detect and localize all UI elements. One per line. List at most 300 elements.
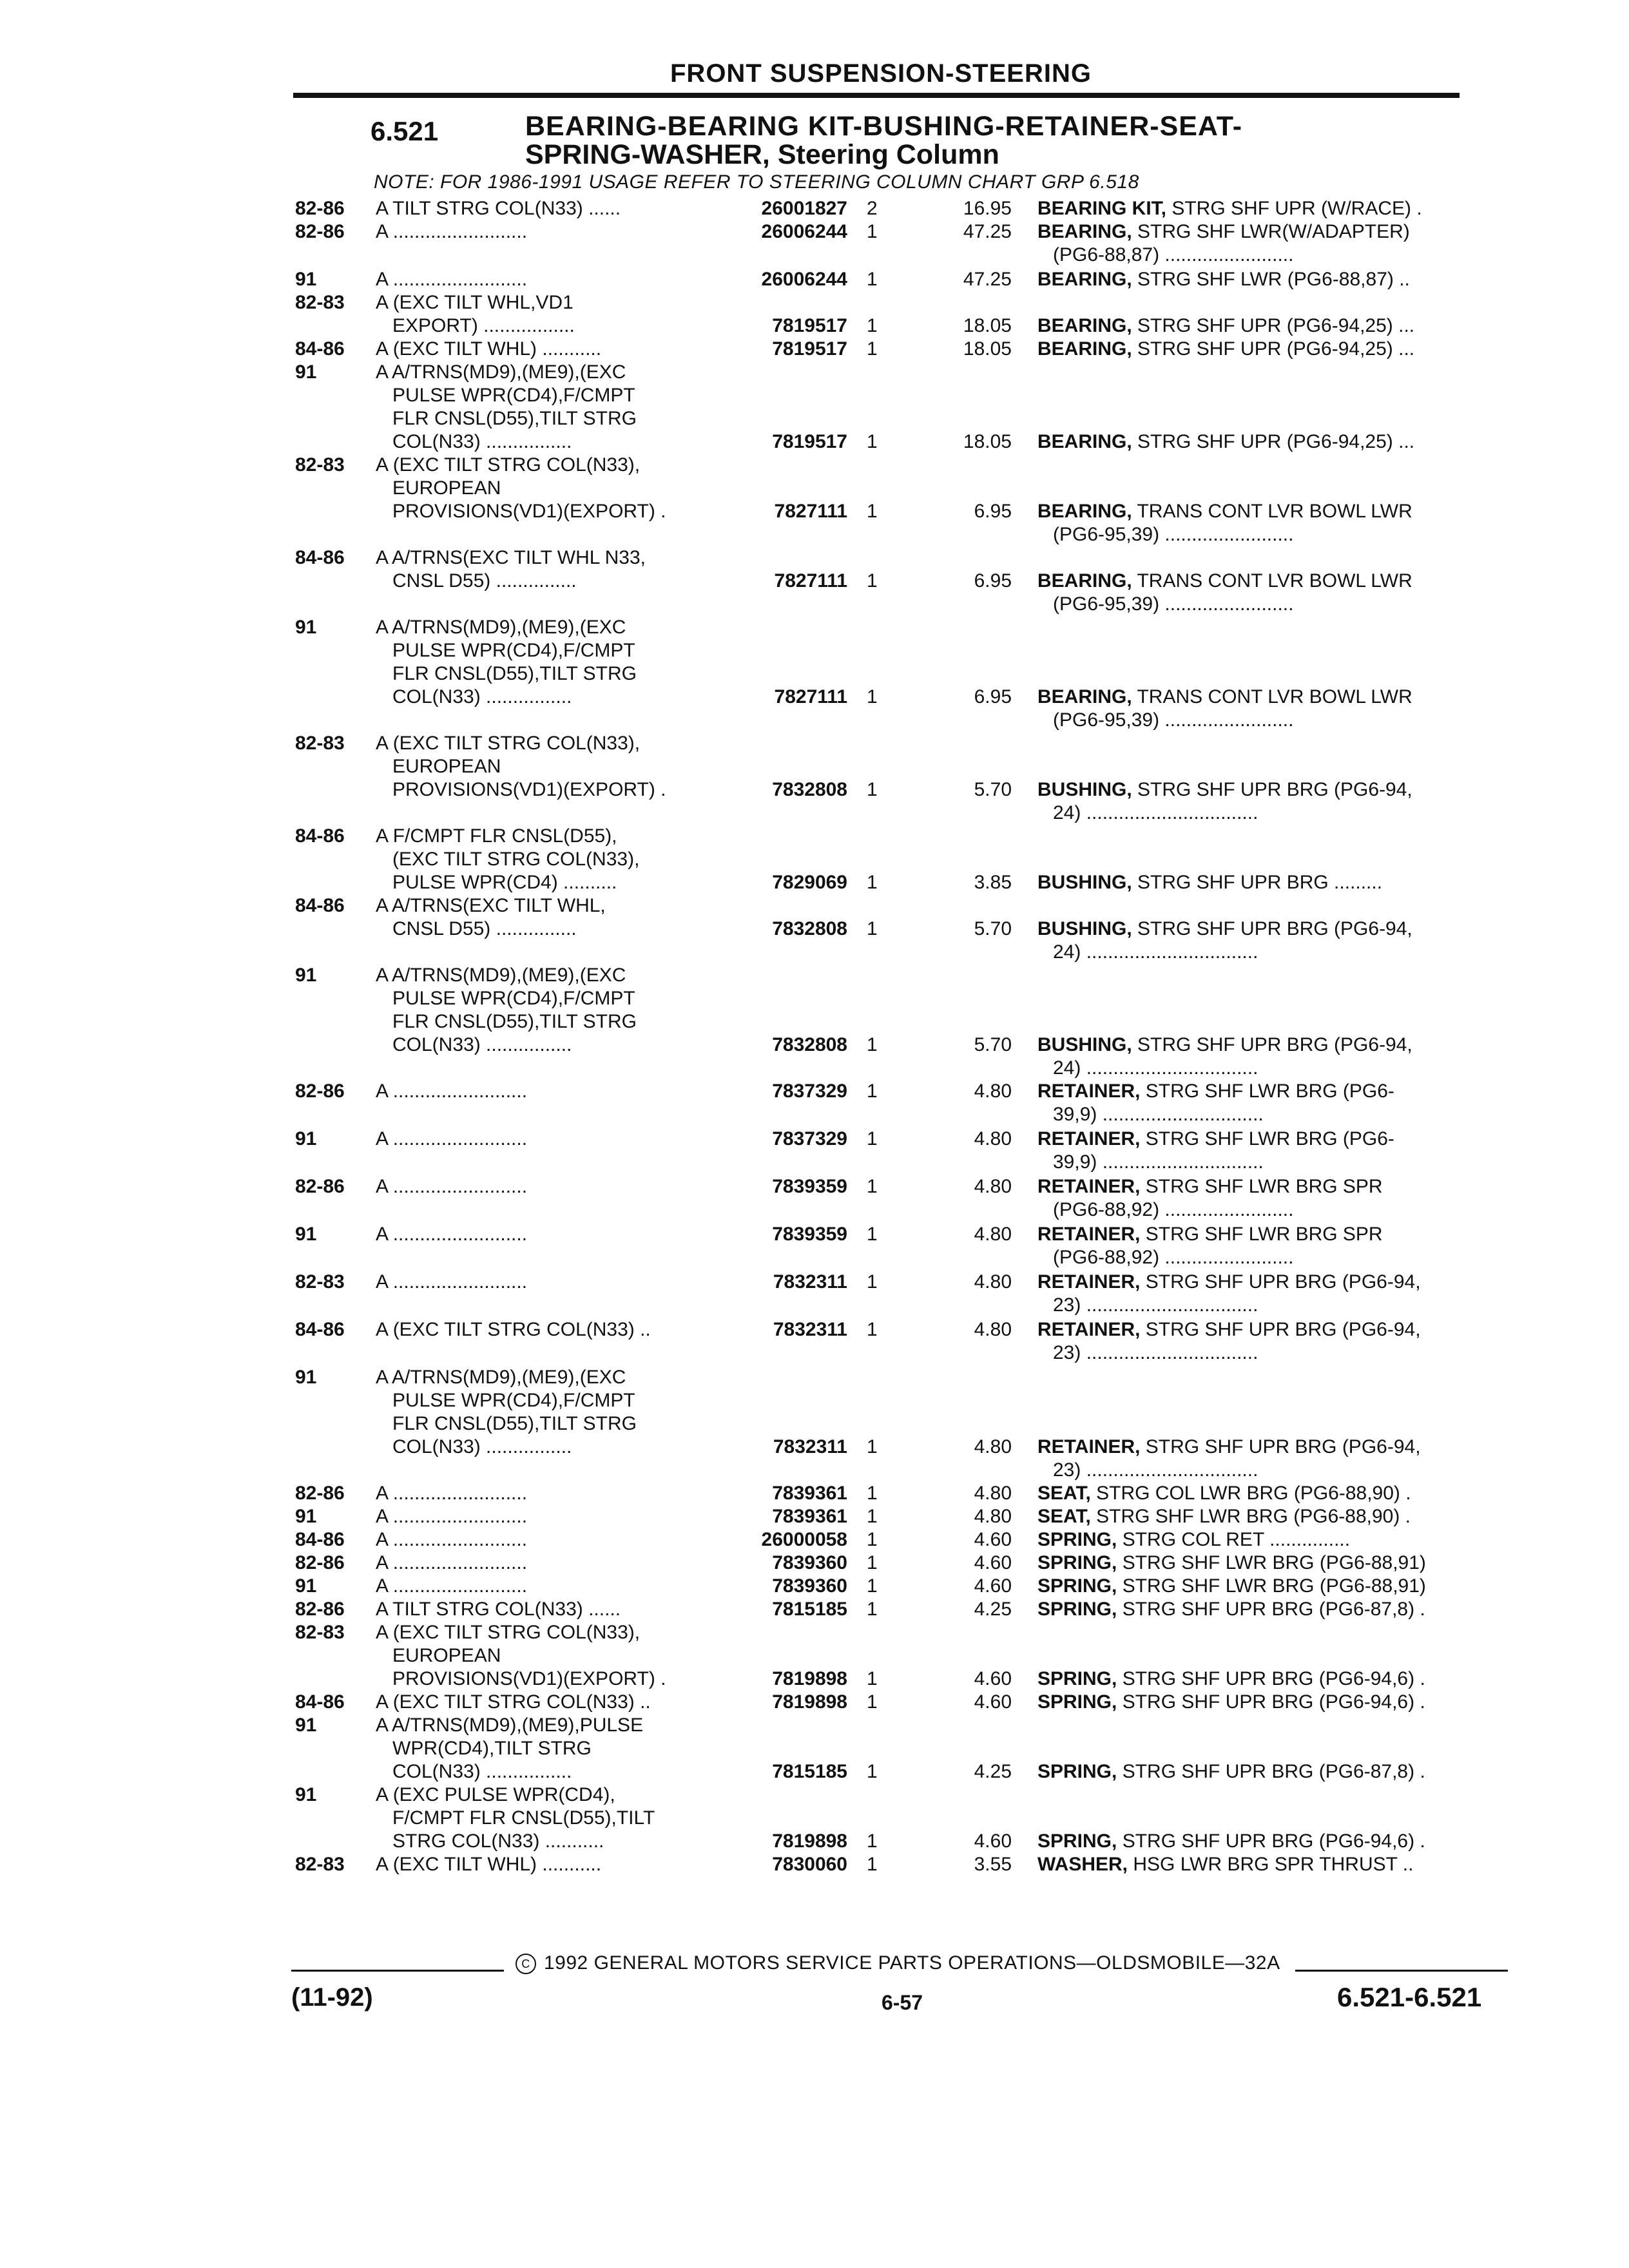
copyright-icon: C: [516, 1954, 536, 1974]
price: 4.80: [974, 1483, 1012, 1504]
usage-description: [376, 1783, 711, 1853]
price: 4.60: [974, 1691, 1012, 1713]
quantity: 1: [867, 315, 878, 336]
price: 4.80: [974, 1128, 1012, 1149]
quantity: 1: [867, 1691, 878, 1713]
part-name-line: [1037, 1853, 1489, 1876]
usage-description-line: A TILT STRG COL(N33) ......: [376, 1599, 621, 1620]
quantity: 1: [867, 338, 878, 360]
part-name: [1037, 500, 1489, 546]
usage-description-line: COL(N33) ................: [392, 1034, 572, 1055]
price: 4.80: [974, 1081, 1012, 1102]
part-name: [1037, 918, 1489, 964]
part-name-keyword: SPRING,: [1037, 1599, 1117, 1620]
quantity: 1: [867, 1436, 878, 1457]
price: 6.95: [974, 686, 1012, 707]
part-name-line: 23) ................................: [1053, 1294, 1258, 1316]
quantity: 1: [867, 1128, 878, 1149]
part-name: [1037, 1528, 1489, 1552]
part-name-line: [1037, 220, 1489, 244]
part-name: [1037, 1760, 1489, 1783]
quantity: 1: [867, 1081, 878, 1102]
model-years: 82-83: [295, 1622, 345, 1643]
part-name-keyword: BEARING,: [1037, 221, 1132, 242]
part-name-detail: STRG SHF UPR (PG6-94,25) ...: [1132, 431, 1415, 452]
price: 18.05: [963, 315, 1012, 336]
quantity: 1: [867, 570, 878, 591]
part-number: 7815185: [772, 1761, 847, 1782]
part-name: [1037, 197, 1489, 220]
usage-description-line: A (EXC TILT STRG COL(N33),: [376, 454, 641, 476]
part-number: 7837329: [772, 1081, 847, 1102]
part-number: 7832311: [773, 1319, 847, 1340]
part-name-line: (PG6-88,87) ........................: [1053, 244, 1294, 265]
part-number: 7827111: [774, 570, 847, 591]
part-name: [1037, 1482, 1489, 1505]
part-name-detail: STRG SHF UPR (W/RACE) .: [1166, 198, 1422, 219]
part-name: [1037, 430, 1489, 454]
usage-description-line: A .........................: [376, 221, 528, 242]
part-name-detail: STRG SHF UPR BRG (PG6-87,8) .: [1117, 1599, 1425, 1620]
quantity: 1: [867, 779, 878, 800]
part-name: [1037, 314, 1489, 338]
price: 4.25: [974, 1761, 1012, 1782]
part-name-line: [1037, 1552, 1489, 1575]
part-number: 7830060: [772, 1854, 847, 1875]
part-name-keyword: BUSHING,: [1037, 918, 1132, 939]
quantity: 1: [867, 221, 878, 242]
part-name-detail: STRG SHF LWR BRG (PG6-88,91): [1117, 1552, 1426, 1573]
usage-description-line: A .........................: [376, 1176, 528, 1197]
price: 4.80: [974, 1224, 1012, 1245]
part-name-keyword: BEARING,: [1037, 269, 1132, 290]
part-name-line: (PG6-88,92) ........................: [1053, 1247, 1294, 1268]
quantity: 1: [867, 1483, 878, 1504]
model-years: 84-86: [295, 1319, 345, 1340]
part-number: 7832808: [772, 1034, 847, 1055]
price: 6.95: [974, 501, 1012, 522]
usage-description: [376, 1621, 711, 1691]
quantity: 1: [867, 1176, 878, 1197]
part-name: [1037, 1552, 1489, 1575]
usage-description-line: A (EXC TILT WHL) ...........: [376, 338, 602, 360]
usage-description-line: A (EXC TILT STRG COL(N33) ..: [376, 1691, 651, 1713]
header-rule: [293, 93, 1460, 98]
part-name-line: [1037, 686, 1489, 709]
usage-description-line: A A/TRNS(MD9),(ME9),PULSE: [376, 1715, 644, 1736]
part-number: 7839361: [772, 1483, 847, 1504]
usage-description: [376, 197, 711, 220]
usage-description-line: A .........................: [376, 1552, 528, 1573]
part-name-keyword: SPRING,: [1037, 1552, 1117, 1573]
part-name: [1037, 220, 1489, 267]
usage-description: [376, 454, 711, 523]
model-years: 82-86: [295, 1081, 345, 1102]
part-name-line: [1037, 1691, 1489, 1714]
part-name: [1037, 1667, 1489, 1691]
usage-description-line: CNSL D55) ...............: [392, 570, 577, 591]
part-name-keyword: SPRING,: [1037, 1529, 1117, 1550]
model-years: 91: [295, 361, 317, 383]
part-name-keyword: RETAINER,: [1037, 1436, 1141, 1457]
part-name-line: [1037, 268, 1489, 291]
model-years: 82-83: [295, 1271, 345, 1293]
quantity: 1: [867, 872, 878, 893]
model-years: 91: [295, 617, 317, 638]
quantity: 1: [867, 1034, 878, 1055]
model-years: 82-83: [295, 292, 345, 313]
usage-description-line: FLR CNSL(D55),TILT STRG: [392, 1011, 637, 1032]
usage-description-line: A TILT STRG COL(N33) ......: [376, 198, 621, 219]
part-number: 7819898: [772, 1831, 847, 1852]
part-name-line: [1037, 1667, 1489, 1691]
section-title: [525, 112, 1242, 169]
usage-description: [376, 1575, 711, 1598]
part-number: 7819898: [772, 1691, 847, 1713]
part-name-detail: STRG SHF UPR (PG6-94,25) ...: [1132, 315, 1415, 336]
part-name-keyword: WASHER,: [1037, 1854, 1128, 1875]
part-name-line: [1037, 1598, 1489, 1621]
part-name-detail: STRG COL LWR BRG (PG6-88,90) .: [1090, 1483, 1411, 1504]
usage-description: [376, 732, 711, 802]
part-name: [1037, 1128, 1489, 1174]
usage-description: [376, 1505, 711, 1528]
part-name: [1037, 338, 1489, 361]
part-name-line: [1037, 1436, 1489, 1459]
usage-description-line: EUROPEAN: [392, 756, 501, 777]
price: 4.25: [974, 1599, 1012, 1620]
part-number: 7837329: [772, 1128, 847, 1149]
usage-description-line: A (EXC TILT STRG COL(N33),: [376, 733, 641, 754]
usage-description: [376, 1318, 711, 1341]
part-name-line: (PG6-95,39) ........................: [1053, 524, 1294, 545]
part-name-line: (PG6-95,39) ........................: [1053, 593, 1294, 615]
part-name-line: [1037, 1760, 1489, 1783]
part-number: 7839359: [772, 1176, 847, 1197]
part-number: 26001827: [761, 198, 847, 219]
part-name-line: [1037, 197, 1489, 220]
part-name-line: [1037, 778, 1489, 802]
part-name: [1037, 570, 1489, 616]
part-name-keyword: SPRING,: [1037, 1575, 1117, 1597]
footer-section-range: 6.521-6.521: [1337, 1982, 1482, 2012]
part-name-detail: STRG SHF LWR BRG (PG6-: [1140, 1081, 1394, 1102]
part-name-detail: STRG SHF LWR BRG (PG6-88,90) .: [1090, 1506, 1411, 1527]
part-name-detail: STRG SHF UPR BRG (PG6-94,: [1132, 779, 1412, 800]
price: 5.70: [974, 779, 1012, 800]
part-name-detail: STRG SHF UPR BRG (PG6-94,: [1132, 918, 1412, 939]
part-name-detail: STRG SHF UPR BRG (PG6-87,8) .: [1117, 1761, 1425, 1782]
usage-description: [376, 361, 711, 454]
footer-rule-left: [291, 1970, 504, 1972]
usage-description-line: A A/TRNS(MD9),(ME9),(EXC: [376, 1367, 626, 1388]
part-name: [1037, 1505, 1489, 1528]
usage-description: [376, 220, 711, 244]
usage-description: [376, 1528, 711, 1552]
quantity: 1: [867, 1271, 878, 1293]
part-name-line: 24) ................................: [1053, 941, 1258, 963]
usage-description-line: A .........................: [376, 1081, 528, 1102]
model-years: 84-86: [295, 1691, 345, 1713]
model-years: 82-86: [295, 1483, 345, 1504]
usage-description-line: A A/TRNS(EXC TILT WHL N33,: [376, 547, 646, 568]
part-name-line: [1037, 1080, 1489, 1103]
quantity: 1: [867, 1319, 878, 1340]
price: 4.60: [974, 1831, 1012, 1852]
quantity: 1: [867, 1761, 878, 1782]
model-years: 82-86: [295, 198, 345, 219]
part-number: 7839361: [772, 1506, 847, 1527]
part-name-keyword: SEAT,: [1037, 1483, 1091, 1504]
model-years: 91: [295, 1128, 317, 1149]
usage-description-line: CNSL D55) ...............: [392, 918, 577, 939]
usage-description-line: A (EXC TILT WHL,VD1: [376, 292, 574, 313]
price: 47.25: [963, 221, 1012, 242]
model-years: 91: [295, 1784, 317, 1805]
part-name: [1037, 1575, 1489, 1598]
usage-description: [376, 1598, 711, 1621]
part-name: [1037, 1033, 1489, 1080]
section-title-line1: BEARING-BEARING KIT-BUSHING-RETAINER-SEAT-: [525, 111, 1243, 142]
usage-description-line: PROVISIONS(VD1)(EXPORT) .: [392, 1668, 666, 1689]
part-name-detail: STRG SHF LWR BRG SPR: [1140, 1176, 1383, 1197]
quantity: 1: [867, 1506, 878, 1527]
usage-description: [376, 1552, 711, 1575]
usage-description-line: A (EXC PULSE WPR(CD4),: [376, 1784, 615, 1805]
part-name: [1037, 1830, 1489, 1853]
usage-description: [376, 546, 711, 593]
part-number: 7827111: [774, 501, 847, 522]
usage-description-line: COL(N33) ................: [392, 686, 572, 707]
part-name-detail: STRG SHF LWR BRG SPR: [1140, 1224, 1383, 1245]
usage-description: [376, 894, 711, 941]
usage-description: [376, 1271, 711, 1294]
model-years: 84-86: [295, 895, 345, 916]
part-number: 7839360: [772, 1575, 847, 1597]
usage-description: [376, 1223, 711, 1246]
price: 4.60: [974, 1552, 1012, 1573]
part-number: 7832808: [772, 779, 847, 800]
part-name-line: [1037, 1223, 1489, 1246]
model-years: 84-86: [295, 338, 345, 360]
price: 5.70: [974, 918, 1012, 939]
quantity: 1: [867, 1575, 878, 1597]
part-name-keyword: SPRING,: [1037, 1691, 1117, 1713]
price: 4.80: [974, 1176, 1012, 1197]
part-number: 26000058: [761, 1529, 847, 1550]
usage-description-line: PROVISIONS(VD1)(EXPORT) .: [392, 501, 666, 522]
part-name-line: 23) ................................: [1053, 1459, 1258, 1481]
part-name-line: [1037, 338, 1489, 361]
model-years: 91: [295, 965, 317, 986]
part-name-keyword: BEARING,: [1037, 570, 1132, 591]
part-name-line: [1037, 1482, 1489, 1505]
model-years: 82-83: [295, 733, 345, 754]
usage-description-line: F/CMPT FLR CNSL(D55),TILT: [392, 1807, 655, 1829]
price: 4.80: [974, 1271, 1012, 1293]
part-name-line: [1037, 1033, 1489, 1057]
usage-description-line: EUROPEAN: [392, 1645, 501, 1666]
part-name-line: [1037, 871, 1489, 894]
usage-description-line: A .........................: [376, 1529, 528, 1550]
part-name-keyword: SPRING,: [1037, 1668, 1117, 1689]
usage-description-line: A .........................: [376, 1224, 528, 1245]
price: 4.80: [974, 1506, 1012, 1527]
part-name-keyword: BEARING,: [1037, 315, 1132, 336]
part-name-detail: STRG SHF UPR BRG (PG6-94,6) .: [1117, 1691, 1425, 1713]
part-name-detail: STRG SHF UPR BRG (PG6-94,: [1132, 1034, 1412, 1055]
model-years: 91: [295, 1506, 317, 1527]
price: 4.80: [974, 1319, 1012, 1340]
model-years: 82-86: [295, 1176, 345, 1197]
part-name-detail: STRG SHF UPR BRG (PG6-94,: [1140, 1271, 1421, 1293]
price: 3.85: [974, 872, 1012, 893]
part-name-keyword: BEARING KIT,: [1037, 198, 1167, 219]
part-name-detail: STRG SHF UPR BRG .........: [1132, 872, 1383, 893]
part-number: 7829069: [772, 872, 847, 893]
part-name-detail: STRG SHF LWR BRG (PG6-88,91): [1117, 1575, 1426, 1597]
quantity: 1: [867, 1831, 878, 1852]
quantity: 1: [867, 431, 878, 452]
usage-note: NOTE: FOR 1986-1991 USAGE REFER TO STEERING COLUMN CHART GRP 6.518: [374, 171, 1139, 193]
section-number: 6.521: [371, 116, 439, 146]
part-name: [1037, 1436, 1489, 1482]
part-name-line: [1037, 570, 1489, 593]
usage-description-line: FLR CNSL(D55),TILT STRG: [392, 1413, 637, 1434]
part-name: [1037, 871, 1489, 894]
part-number: 7832311: [773, 1271, 847, 1293]
part-number: 7832311: [773, 1436, 847, 1457]
usage-description-line: A (EXC TILT STRG COL(N33) ..: [376, 1319, 651, 1340]
page-header-title: FRONT SUSPENSION-STEERING: [670, 59, 1092, 88]
usage-description-line: WPR(CD4),TILT STRG: [392, 1738, 592, 1759]
usage-description-line: FLR CNSL(D55),TILT STRG: [392, 408, 637, 429]
part-name: [1037, 1175, 1489, 1222]
usage-description: [376, 616, 711, 709]
quantity: 1: [867, 501, 878, 522]
part-number: 7832808: [772, 918, 847, 939]
part-name-detail: STRG SHF UPR BRG (PG6-94,6) .: [1117, 1831, 1425, 1852]
part-name-keyword: RETAINER,: [1037, 1319, 1141, 1340]
usage-description-line: PROVISIONS(VD1)(EXPORT) .: [392, 779, 666, 800]
part-name-line: 24) ................................: [1053, 1057, 1258, 1079]
price: 47.25: [963, 269, 1012, 290]
price: 16.95: [963, 198, 1012, 219]
model-years: 82-83: [295, 454, 345, 476]
model-years: 82-83: [295, 1854, 345, 1875]
model-years: 82-86: [295, 221, 345, 242]
part-name-detail: TRANS CONT LVR BOWL LWR: [1132, 570, 1412, 591]
usage-description-line: PULSE WPR(CD4),F/CMPT: [392, 988, 635, 1009]
part-name-line: [1037, 1271, 1489, 1294]
usage-description: [376, 1080, 711, 1103]
usage-description-line: EXPORT) .................: [392, 315, 575, 336]
usage-description: [376, 1482, 711, 1505]
usage-description-line: A .........................: [376, 1506, 528, 1527]
footer-page-number: 6-57: [882, 1991, 923, 2014]
footer-date: (11-92): [291, 1983, 373, 2012]
usage-description-line: A .........................: [376, 1128, 528, 1149]
part-name-line: [1037, 1830, 1489, 1853]
part-number: 7819517: [772, 315, 847, 336]
usage-description-line: COL(N33) ................: [392, 431, 572, 452]
part-number: 7815185: [772, 1599, 847, 1620]
quantity: 1: [867, 1668, 878, 1689]
part-name: [1037, 268, 1489, 291]
part-number: 7819517: [772, 431, 847, 452]
part-name: [1037, 1271, 1489, 1317]
part-name-line: 39,9) ..............................: [1053, 1151, 1264, 1173]
part-name-keyword: RETAINER,: [1037, 1128, 1141, 1149]
part-name-keyword: BEARING,: [1037, 431, 1132, 452]
part-name: [1037, 1853, 1489, 1876]
part-name-line: 39,9) ..............................: [1053, 1104, 1264, 1125]
usage-description-line: A .........................: [376, 269, 528, 290]
quantity: 1: [867, 918, 878, 939]
price: 3.55: [974, 1854, 1012, 1875]
copyright-line: [516, 1952, 1280, 1974]
model-years: 91: [295, 1715, 317, 1736]
usage-description-line: FLR CNSL(D55),TILT STRG: [392, 663, 637, 684]
quantity: 1: [867, 1599, 878, 1620]
quantity: 1: [867, 1529, 878, 1550]
model-years: 91: [295, 269, 317, 290]
part-name-line: [1037, 1505, 1489, 1528]
usage-description: [376, 1691, 711, 1714]
part-number: 26006244: [761, 221, 847, 242]
usage-description: [376, 338, 711, 361]
quantity: 2: [867, 198, 878, 219]
usage-description-line: A A/TRNS(MD9),(ME9),(EXC: [376, 617, 626, 638]
model-years: 82-86: [295, 1552, 345, 1573]
usage-description: [376, 1175, 711, 1198]
usage-description-line: A (EXC TILT STRG COL(N33),: [376, 1622, 641, 1643]
part-number: 7827111: [774, 686, 847, 707]
usage-description: [376, 291, 711, 338]
part-name-detail: STRG SHF LWR(W/ADAPTER): [1132, 221, 1410, 242]
price: 6.95: [974, 570, 1012, 591]
part-name-detail: STRG COL RET ...............: [1117, 1529, 1351, 1550]
usage-description-line: STRG COL(N33) ...........: [392, 1831, 604, 1852]
model-years: 84-86: [295, 825, 345, 847]
model-years: 82-86: [295, 1599, 345, 1620]
part-name: [1037, 1080, 1489, 1126]
part-name: [1037, 1598, 1489, 1621]
part-number: 7839359: [772, 1224, 847, 1245]
part-name-detail: STRG SHF LWR BRG (PG6-: [1140, 1128, 1394, 1149]
usage-description-line: A .........................: [376, 1483, 528, 1504]
part-name: [1037, 1691, 1489, 1714]
usage-description: [376, 268, 711, 291]
footer-rule-right: [1295, 1970, 1508, 1972]
price: 5.70: [974, 1034, 1012, 1055]
section-title-line2-rest: Steering Column: [769, 139, 999, 170]
model-years: 91: [295, 1367, 317, 1388]
usage-description-line: PULSE WPR(CD4),F/CMPT: [392, 1390, 635, 1411]
section-title-line2-bold: SPRING-WASHER,: [525, 139, 770, 170]
part-name-keyword: BEARING,: [1037, 338, 1132, 360]
part-name-keyword: SEAT,: [1037, 1506, 1091, 1527]
model-years: 84-86: [295, 547, 345, 568]
part-name-detail: STRG SHF UPR BRG (PG6-94,: [1140, 1319, 1421, 1340]
part-name-line: 23) ................................: [1053, 1342, 1258, 1363]
usage-description: [376, 1366, 711, 1459]
usage-description-line: A .........................: [376, 1575, 528, 1597]
part-name-line: [1037, 1128, 1489, 1151]
part-name-keyword: RETAINER,: [1037, 1176, 1141, 1197]
usage-description-line: PULSE WPR(CD4),F/CMPT: [392, 385, 635, 406]
part-name-keyword: RETAINER,: [1037, 1271, 1141, 1293]
